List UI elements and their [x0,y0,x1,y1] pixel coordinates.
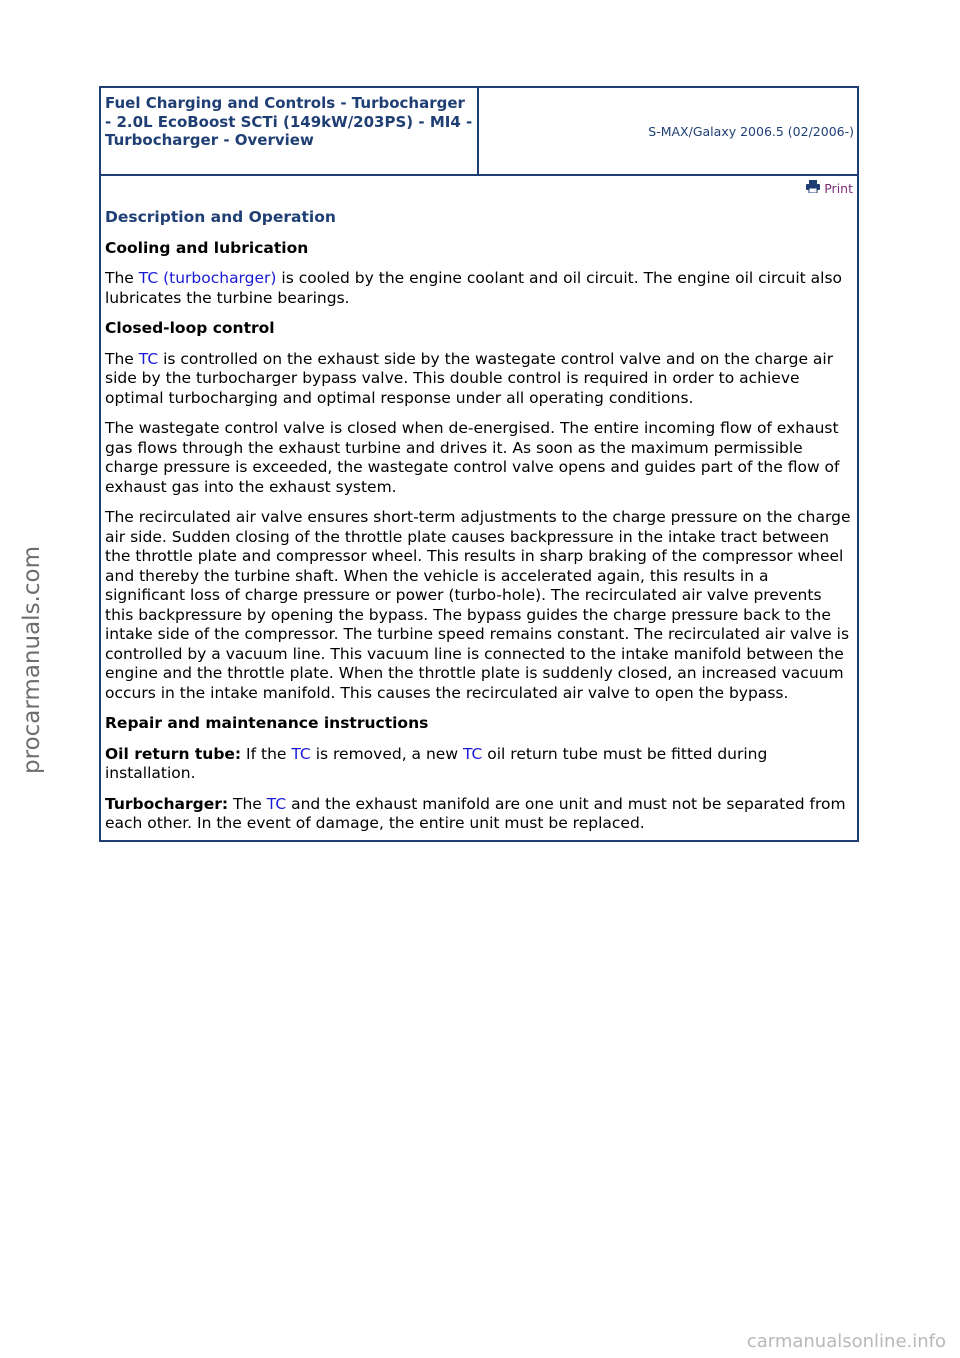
tc-link[interactable]: TC [462,744,483,763]
tc-link[interactable]: TC [266,794,287,813]
print-button[interactable] [105,176,853,198]
bottom-watermark: carmanualsonline.info [746,1331,946,1352]
paragraph-closed-loop-3: The recirculated air valve ensures short-term adjustments to the charge pressure on the charge air side. Sudden closing of the throttle plate causes backpressure in the intake tract between the throttle plate and compressor wheel. This results in sharp braking of the compressor wheel and thereby the turbine shaft. When the vehicle is accelerated again, this results in a significant loss of charge pressure or power (turbo-hole). The recirculated air valve prevents this backpressure by opening the bypass. The bypass guides the charge pressure back to the intake side of the compressor. The turbine speed remains constant. The recirculated air valve is controlled by a vacuum line. This vacuum line is connected to the intake manifold between the engine and the throttle plate. When the throttle plate is suddenly closed, an increased vacuum occurs in the intake manifold. This causes the recirculated air valve to open the bypass. [105,508,851,702]
paragraph-closed-loop-1: The TC is controlled on the exhaust side by the wastegate control valve and on the charge air side by the turbocharger bypass valve. This double control is required in order to achieve optimal turbocharging and optimal response under all operating conditions. [105,349,834,407]
model-label: S-MAX/Galaxy 2006.5 (02/2006-) [648,123,854,139]
heading-repair: Repair and maintenance instructions [105,714,429,732]
paragraph-cooling: The TC (turbocharger) is cooled by the engine coolant and oil circuit. The engine oil circuit also lubricates the turbine bearings. [105,269,843,307]
heading-cooling: Cooling and lubrication [105,238,309,257]
tc-link[interactable]: TC [138,349,159,368]
tc-link[interactable]: TC [291,744,311,763]
document-body [101,176,857,840]
section-title: Description and Operation [105,208,336,226]
document-header [101,88,857,176]
print-label: Print [824,181,853,197]
document-panel [99,86,859,842]
turbocharger-label: Turbocharger: [105,794,229,813]
oil-return-label: Oil return tube: [105,744,242,763]
paragraph-closed-loop-2: The wastegate control valve is closed when de-energised. The entire incoming flow of exhaust gas flows through the exhaust turbine and drives it. As soon as the maximum permissible charge pressure is exceeded, the wastegate control valve opens and guides part of the flow of exhaust gas into the exhaust system. [105,419,840,496]
heading-closed-loop: Closed-loop control [105,319,275,337]
printer-icon [806,179,820,199]
paragraph-oil-return: Oil return tube: If the TC is removed, a new TC oil return tube must be fitted during installation. [105,744,768,782]
tc-link[interactable]: TC (turbocharger) [138,269,277,287]
page-title: Fuel Charging and Controls - Turbocharger - 2.0L EcoBoost SCTi (149kW/203PS) - MI4 - Turbocharger - Overview [101,88,479,174]
paragraph-turbocharger: Turbocharger: The TC and the exhaust manifold are one unit and must not be separated from each other. In the event of damage, the entire unit must be replaced. [105,794,846,832]
